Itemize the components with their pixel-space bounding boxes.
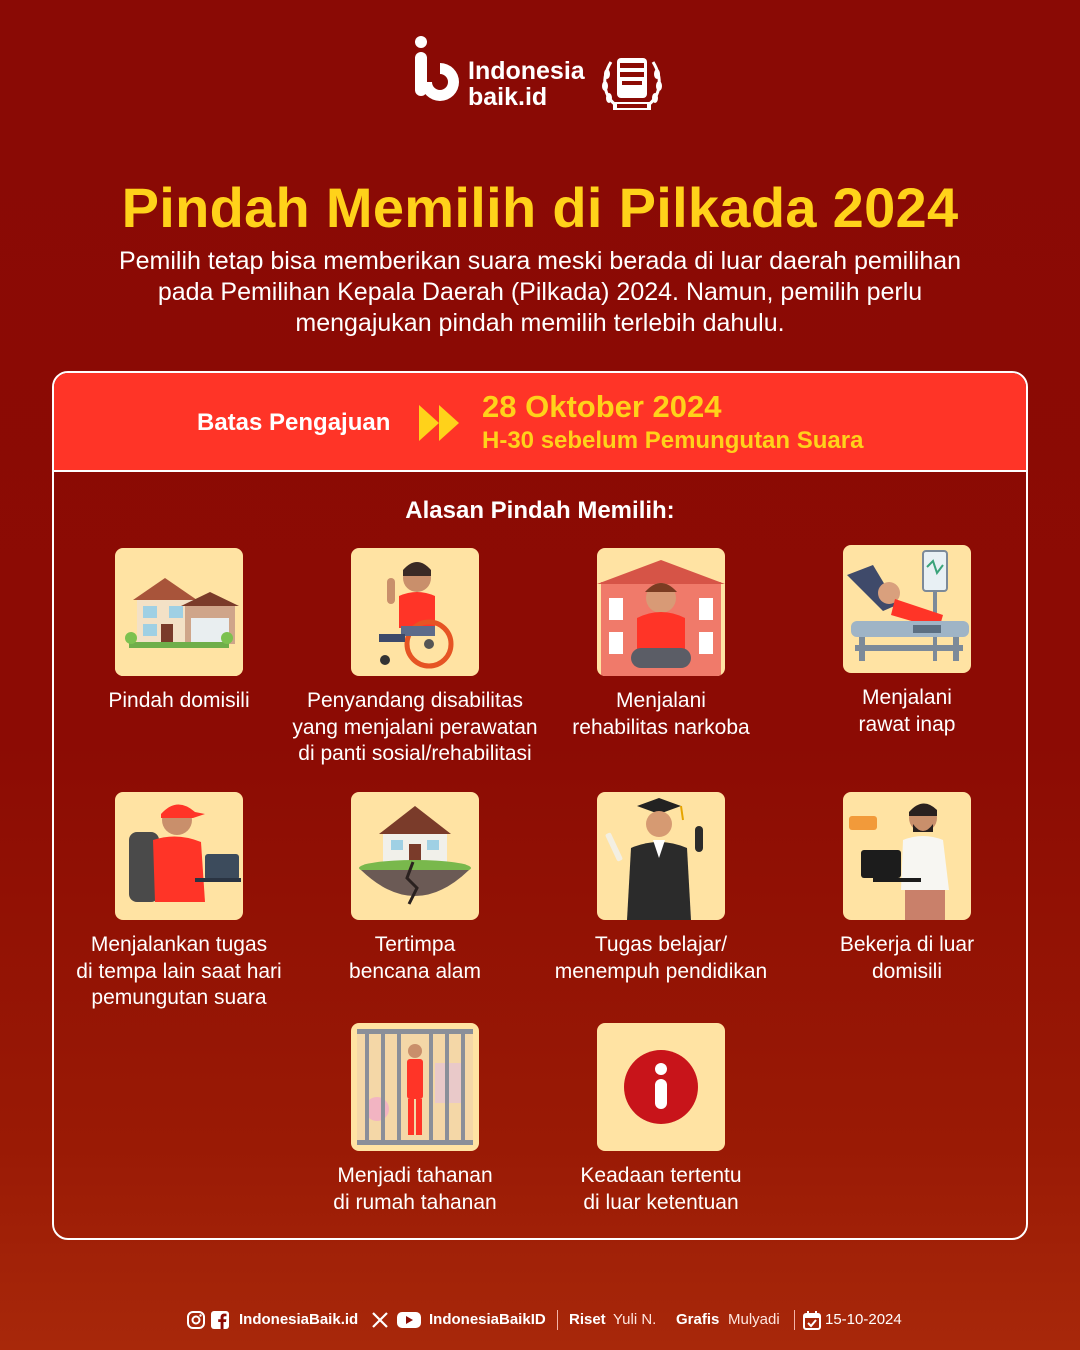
caption-line: Menjalankan tugas — [90, 933, 268, 956]
reason-item-rawat-inap — [767, 545, 1028, 738]
traveler-laptop-icon — [115, 792, 243, 920]
reasons-card — [52, 371, 1028, 1240]
caption-line: di tempa lain saat hari — [76, 959, 282, 983]
info-icon — [597, 1023, 725, 1151]
deadline-note: H-30 sebelum Pemungutan Suara — [482, 427, 864, 454]
reason-tile — [115, 792, 243, 920]
reason-caption — [521, 688, 801, 741]
page-title: Pindah Memilih di Pilkada 2024 — [121, 176, 959, 239]
reason-caption — [275, 688, 555, 768]
footer-handle-1[interactable]: IndonesiaBaik.id — [239, 1311, 359, 1328]
caption-line: Menjadi tahanan — [337, 1164, 493, 1187]
caption-line: di panti sosial/rehabilitasi — [298, 742, 532, 765]
wsis-award-icon — [599, 52, 665, 118]
reason-caption — [521, 932, 801, 985]
wheelchair-icon — [351, 548, 479, 676]
reason-caption — [275, 1163, 555, 1216]
reason-tile — [115, 548, 243, 676]
brand-line-1: Indonesia — [468, 57, 585, 85]
caption-line: di rumah tahanan — [333, 1190, 497, 1214]
disaster-icon — [351, 792, 479, 920]
caption-line: Tertimpa — [374, 933, 456, 956]
reason-item-rehabilitasi — [521, 548, 801, 741]
deadline-label: Batas Pengajuan — [197, 409, 391, 436]
calendar-icon — [803, 1310, 821, 1330]
reason-item-belajar — [521, 792, 801, 985]
brand-line-2: baik.id — [468, 83, 548, 111]
intro-line-1: Pemilih tetap bisa memberikan suara meski berada di luar daerah pemilihan — [118, 247, 962, 275]
caption-line: pemungutan suara — [91, 986, 267, 1009]
caption-line: Menjalani — [616, 689, 706, 712]
reason-caption — [767, 685, 1028, 738]
prison-icon — [351, 1023, 479, 1151]
worker-laptop-icon — [843, 792, 971, 920]
reason-item-bekerja — [767, 792, 1028, 985]
reason-tile — [597, 792, 725, 920]
double-chevron-right-icon — [417, 403, 461, 443]
riset-label: Riset — [569, 1311, 606, 1328]
reason-item-disabilitas — [275, 548, 555, 768]
footer-divider — [794, 1310, 795, 1330]
intro-text — [90, 246, 990, 339]
caption-line: menempuh pendidikan — [554, 959, 768, 983]
instagram-icon[interactable] — [186, 1310, 206, 1330]
footer — [0, 1308, 1080, 1332]
caption-line: Penyandang disabilitas — [307, 689, 523, 712]
graduate-icon — [597, 792, 725, 920]
reason-tile — [597, 1023, 725, 1151]
caption-line: bencana alam — [349, 959, 481, 983]
reason-tile — [843, 545, 971, 673]
hospital-bed-icon — [843, 545, 971, 673]
caption-line: rehabilitas narkoba — [572, 715, 750, 739]
deadline-date: 28 Oktober 2024 — [482, 389, 722, 424]
publish-date: 15-10-2024 — [825, 1311, 902, 1328]
brand-logo — [413, 36, 673, 116]
reason-caption — [767, 932, 1028, 985]
reason-item-keadaan-tertentu — [521, 1023, 801, 1216]
footer-handle-2[interactable]: IndonesiaBaikID — [429, 1311, 546, 1328]
reason-tile — [351, 792, 479, 920]
riset-name: Yuli N. — [613, 1311, 657, 1328]
deadline-banner — [54, 373, 1026, 472]
reason-item-tahanan — [275, 1023, 555, 1216]
footer-divider — [557, 1310, 558, 1330]
reason-caption — [521, 1163, 801, 1216]
caption-line: Bekerja di luar — [839, 933, 975, 956]
reason-caption — [275, 932, 555, 985]
reason-item-bencana — [275, 792, 555, 985]
caption-line: domisili — [871, 959, 942, 983]
house-icon — [115, 548, 243, 676]
grafis-label: Grafis — [676, 1311, 720, 1328]
caption-line: di luar ketentuan — [583, 1190, 739, 1214]
rehab-icon — [597, 548, 725, 676]
indonesiabaik-logo-icon — [413, 36, 461, 112]
caption-line: rawat inap — [858, 712, 956, 736]
intro-line-3: mengajukan pindah memilih terlebih dahulu. — [295, 309, 785, 337]
caption-line: yang menjalani perawatan — [292, 715, 538, 739]
x-icon[interactable] — [370, 1310, 390, 1330]
grafis-name: Mulyadi — [728, 1311, 780, 1328]
intro-line-2: pada Pemilihan Kepala Daerah (Pilkada) 2024. Namun, pemilih perlu — [157, 278, 923, 306]
facebook-icon[interactable] — [210, 1310, 230, 1330]
reasons-heading: Alasan Pindah Memilih: — [405, 497, 675, 524]
reason-tile — [597, 548, 725, 676]
caption-line: Pindah domisili — [108, 689, 250, 712]
brand-name — [468, 58, 585, 110]
caption-line: Menjalani — [862, 686, 952, 709]
caption-line: Keadaan tertentu — [580, 1164, 742, 1187]
youtube-icon[interactable] — [396, 1310, 422, 1330]
reason-tile — [843, 792, 971, 920]
reason-tile — [351, 548, 479, 676]
reason-tile — [351, 1023, 479, 1151]
caption-line: Tugas belajar/ — [594, 933, 728, 956]
